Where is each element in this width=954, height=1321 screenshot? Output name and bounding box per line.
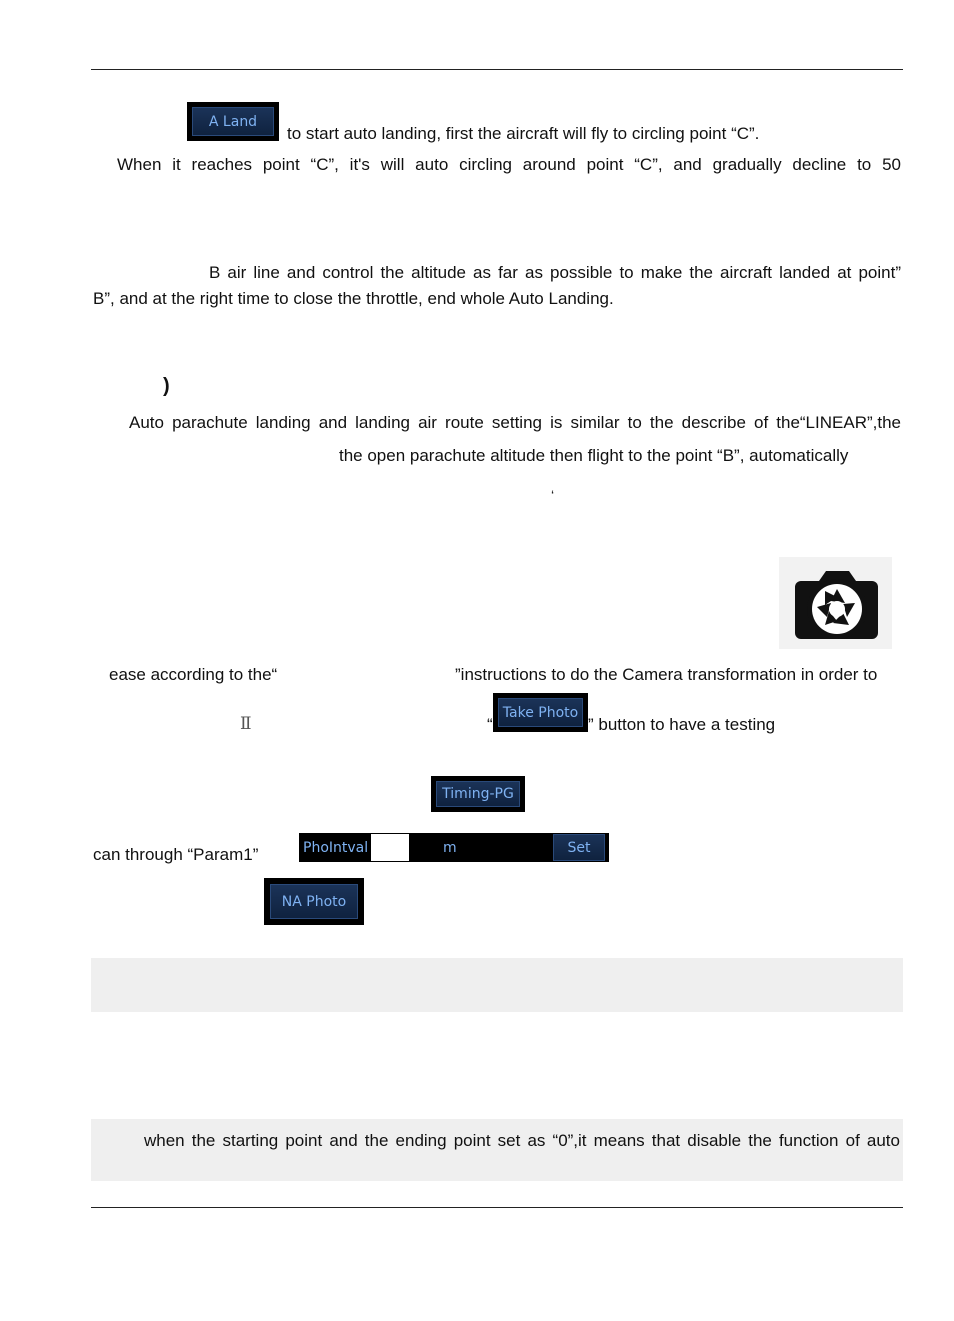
footer-rule (91, 1207, 903, 1208)
line-camera-transform: ”instructions to do the Camera transformation in order to (455, 665, 878, 684)
photo-interval-control (299, 833, 609, 862)
line-circling: When it reaches point “C”, it's will auto circling around point “C”, and gradually decline to 50 (117, 155, 901, 174)
note-box-bottom (91, 1119, 903, 1181)
a-land-button[interactable] (187, 102, 279, 141)
header-rule (91, 69, 903, 70)
na-photo-button[interactable] (264, 878, 364, 925)
line-end-landing: B”, and at the right time to close the throttle, end whole Auto Landing. (93, 289, 614, 308)
stray-comma: ‘ (551, 487, 555, 503)
line-air-line: B air line and control the altitude as far as possible to make the aircraft landed at point” (209, 263, 901, 282)
na-photo-button-label: NA Photo (270, 884, 358, 919)
camera-aperture-icon (779, 557, 892, 649)
take-photo-button-label: Take Photo (498, 698, 583, 727)
a-land-button-label: A Land (192, 107, 274, 136)
roman-numeral-two: Ⅱ (240, 714, 252, 734)
photo-interval-label: PhoIntval (303, 839, 369, 856)
line-parachute: Auto parachute landing and landing air route setting is similar to the describe of the“LINEAR”,the (129, 413, 901, 432)
timing-pg-button-label: Timing-PG (436, 781, 520, 807)
open-quote: “ (487, 715, 493, 734)
line-testing: ” button to have a testing (588, 715, 776, 734)
photo-interval-unit: m (443, 839, 457, 856)
line-open-parachute: the open parachute altitude then flight to the point “B”, automatically (339, 446, 849, 465)
line-auto-landing: to start auto landing, first the aircraft will fly to circling point “C”. (287, 124, 760, 143)
timing-pg-button[interactable] (431, 776, 525, 812)
line-param1: can through “Param1” (93, 845, 259, 864)
note-disable-function: when the starting point and the ending point set as “0”,it means that disable the function of auto (144, 1131, 900, 1150)
note-box-top (91, 958, 903, 1012)
section-paren: ) (163, 375, 170, 397)
take-photo-button[interactable] (493, 693, 588, 732)
photo-interval-set-button[interactable] (553, 834, 605, 861)
photo-interval-input[interactable] (371, 834, 409, 861)
line-ease-according: ease according to the“ (109, 665, 278, 684)
photo-interval-set-label: Set (567, 839, 591, 856)
